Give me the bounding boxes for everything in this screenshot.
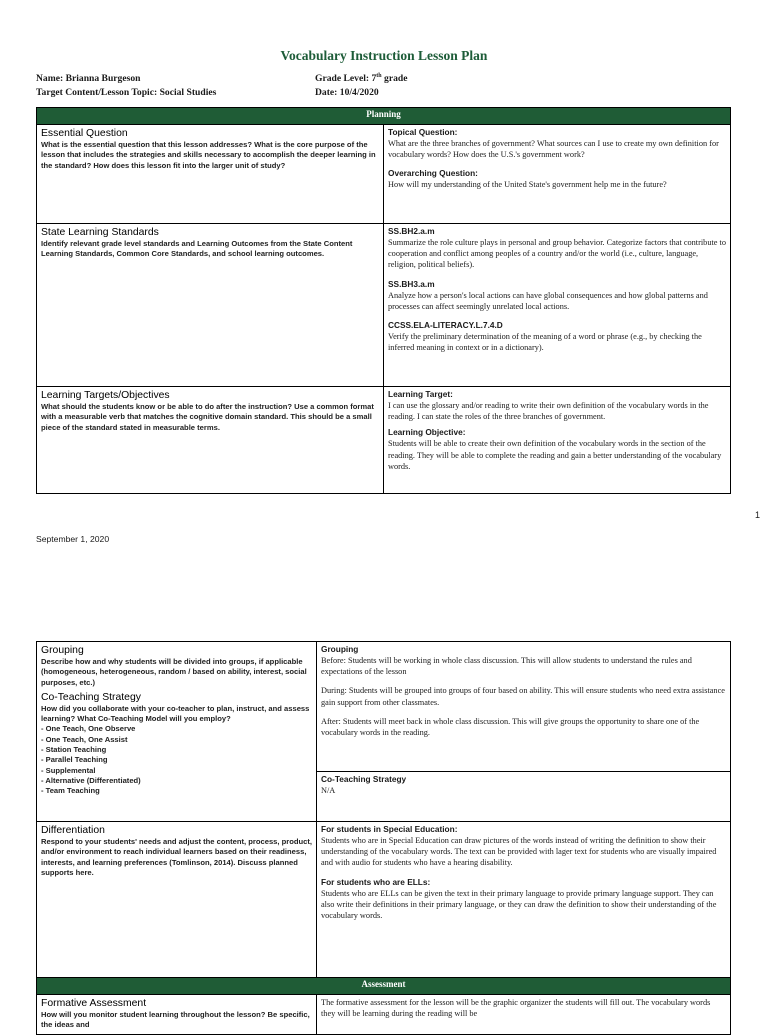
co-teaching-model-4: - Parallel Teaching <box>41 755 108 765</box>
formative-assessment-answer <box>317 995 731 1035</box>
differentiation-heading: Differentiation <box>41 825 105 836</box>
formative-assessment-heading: Formative Assessment <box>41 998 147 1009</box>
essential-question-desc: What is the essential question that this lesson addresses? What is the core purpose of the lesson that includes the strategies and skills necessary to accomplish the deeper learning in the standard? How does this lesson fit into the larger unit of study? <box>41 140 376 170</box>
assessment-header: Assessment <box>37 978 731 995</box>
standard-1-text: Summarize the role culture plays in personal and group behavior. Categorize factors that contribute to cooperation and conflict among peoples of a country and/or the world (i.e., culture, language, religion, political beliefs). <box>388 238 726 270</box>
special-education-text: Students who are in Special Education can draw pictures of the words instead of writing the definition to show their understanding of the vocabulary words. The text can be provided with lager text for students who are visually impaired and with audio for students who have a hearing disability. <box>321 836 717 868</box>
standards-cell <box>37 224 384 387</box>
grouping-before: Before: Students will be working in whole class discussion. This will allow students to understand the rules and expectations of the lesson <box>321 656 692 677</box>
co-teaching-desc: How did you collaborate with your co-teacher to plan, instruct, and assess learning? What Co-Teaching Model will you employ? <box>41 703 310 724</box>
learning-target-text: I can use the glossary and/or reading to write their own definition of the vocabulary words in the reading. I can state the roles of the three branches of government. <box>388 401 709 422</box>
learning-target-label: Learning Target: <box>388 389 453 399</box>
student-name: Name: Brianna Burgeson <box>36 73 141 84</box>
co-teaching-heading: Co-Teaching Strategy <box>41 691 141 703</box>
co-teaching-label: Co-Teaching Strategy <box>321 774 407 784</box>
essential-question-cell <box>37 125 384 224</box>
standard-2-text: Analyze how a person's local actions can have global consequences and how global patterns and processes can affect seemingly unrelated local actions. <box>388 290 708 311</box>
ell-text: Students who are ELLs can be given the text in their primary language to provide primary language support. They can also write their definitions in their primary language, or they can draw the definition to show their understanding of the vocabulary words. <box>321 888 717 921</box>
document-title: Vocabulary Instruction Lesson Plan <box>280 48 488 63</box>
grouping-cell <box>37 642 317 822</box>
targets-desc: What should the students know or be able to do after the instruction? Use a common format with a measurable verb that matches the cognitive domain standard. This should be a small piece of the standard stated in measurable terms. <box>41 402 374 432</box>
standards-heading: State Learning Standards <box>41 227 159 238</box>
targets-heading: Learning Targets/Objectives <box>41 390 170 401</box>
instruction-table <box>36 641 731 1035</box>
essential-question-heading: Essential Question <box>41 128 128 139</box>
formative-assessment-desc: How will you monitor student learning throughout the lesson? Be specific, the ideas and <box>41 1010 310 1030</box>
targets-cell <box>37 387 384 494</box>
differentiation-answer <box>317 822 731 978</box>
planning-header: Planning <box>37 108 731 125</box>
grouping-desc: Describe how and why students will be divided into groups, if applicable (homogeneous, heterogeneous, random / based on ability, interest, social purposes, etc.) <box>41 657 307 687</box>
overarching-question-label: Overarching Question: <box>388 168 478 179</box>
footer-date: September 1, 2020 <box>36 534 110 544</box>
grade-level: Grade Level: 7th grade <box>315 73 408 85</box>
topical-question-text: What are the three branches of government? What sources can I use to create my own definition for vocabulary words? How does the U.S.'s government work? <box>388 139 719 160</box>
special-education-label: For students in Special Education: <box>321 824 458 834</box>
learning-objective-label: Learning Objective: <box>388 427 466 438</box>
essential-question-answer <box>384 125 731 224</box>
co-teaching-model-6: - Alternative (Differentiated) <box>41 775 141 785</box>
co-teaching-model-1: - One Teach, One Observe <box>41 724 136 734</box>
standards-answer <box>384 224 731 387</box>
lesson-date: Date: 10/4/2020 <box>315 87 379 98</box>
overarching-question-text: How will my understanding of the United State's government help me in the future? <box>388 180 667 190</box>
standard-2-code: SS.BH3.a.m <box>388 278 435 289</box>
page-number: 1 <box>755 510 761 520</box>
co-teaching-model-3: - Station Teaching <box>41 745 107 755</box>
grouping-answer <box>317 642 731 772</box>
grouping-label: Grouping <box>321 644 359 654</box>
differentiation-cell <box>37 822 317 978</box>
grouping-during: During: Students will be grouped into groups of four based on ability. This will ensure students who need extra assistance gain support from other classmates. <box>321 686 725 707</box>
planning-table <box>36 107 731 494</box>
standards-desc: Identify relevant grade level standards and Learning Outcomes from the State Content Learning Standards, Common Core Standards, and school learning outcomes. <box>41 239 353 259</box>
formative-assessment-cell <box>37 995 317 1035</box>
formative-assessment-text: The formative assessment for the lesson will be the graphic organizer the students will fill out. The vocabulary words they will be learning during the reading will be <box>321 998 711 1019</box>
targets-answer <box>384 387 731 494</box>
co-teaching-model-2: - One Teach, One Assist <box>41 734 128 744</box>
standard-3-code: CCSS.ELA-LITERACY.L.7.4.D <box>388 320 503 331</box>
topical-question-label: Topical Question: <box>388 127 458 137</box>
standard-3-text: Verify the preliminary determination of the meaning of a word or phrase (e.g., by checking the inferred meaning in context or in a dictionary). <box>388 332 702 353</box>
standard-1-code: SS.BH2.a.m <box>388 226 435 236</box>
grouping-after: After: Students will meet back in whole class discussion. This will give groups the opportunity to share one of the vocabulary words in the reading. <box>321 716 700 738</box>
ell-label: For students who are ELLs: <box>321 876 431 887</box>
co-teaching-model-5: - Supplemental <box>41 765 96 775</box>
differentiation-desc: Respond to your students' needs and adjust the content, process, product, and/or environment to reach individual learners based on their readiness, interests, and learning preferences (Tomlinson, 2014). Discuss planned supports here. <box>41 837 312 877</box>
lesson-topic: Target Content/Lesson Topic: Social Studies <box>36 87 217 98</box>
co-teaching-model-7: - Team Teaching <box>41 786 100 796</box>
co-teaching-answer <box>317 772 731 822</box>
co-teaching-value: N/A <box>321 786 336 795</box>
grouping-heading: Grouping <box>41 645 84 656</box>
learning-objective-text: Students will be able to create their own definition of the vocabulary words in the section of the reading. They will be able to complete the reading and gain a better understanding of the vocabulary words. <box>388 439 722 471</box>
